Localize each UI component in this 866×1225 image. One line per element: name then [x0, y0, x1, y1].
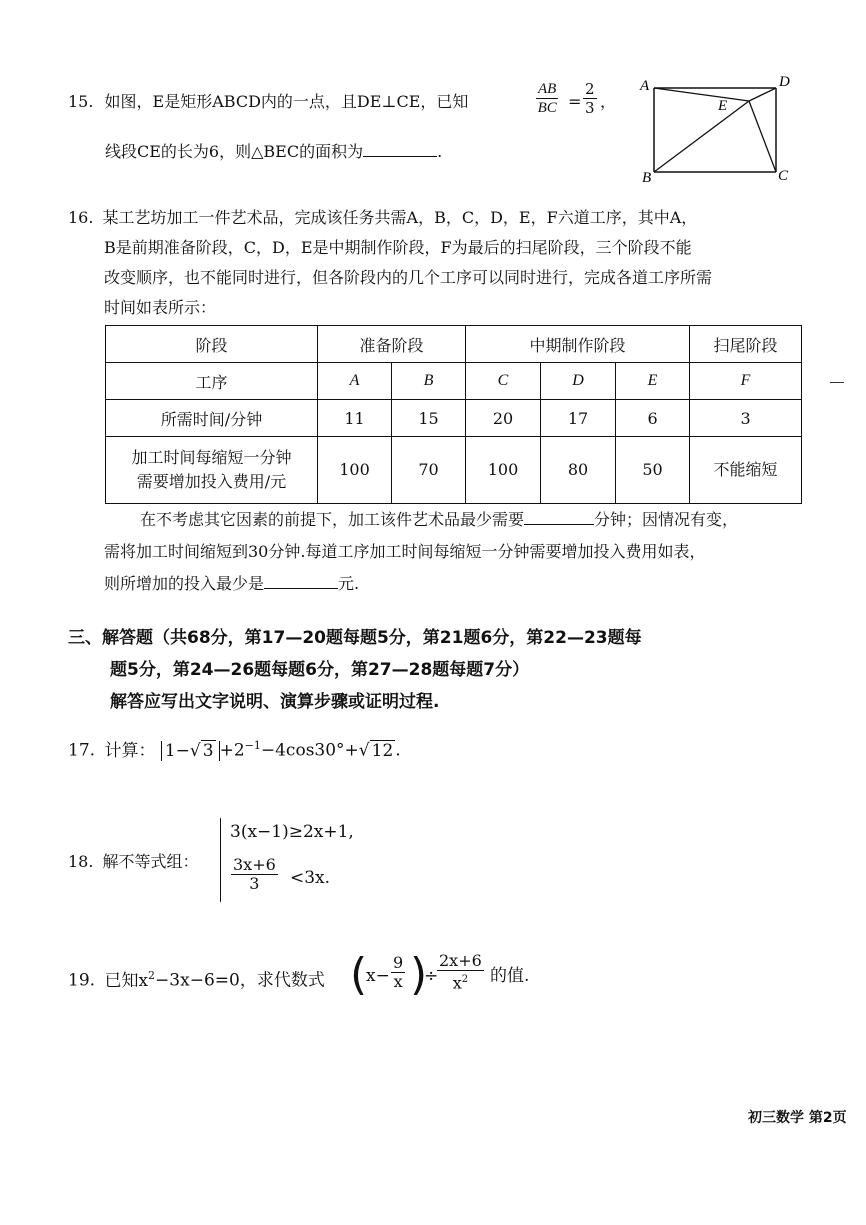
q16-follow-1 [140, 510, 738, 530]
cost-cell: 100 [466, 437, 541, 504]
q15-ratio-den: BC [537, 100, 557, 116]
q18-fraction [231, 856, 278, 893]
q19-line [68, 966, 325, 991]
q15-equals: = [568, 92, 582, 111]
q16-line1 [68, 208, 697, 228]
process-cell: A [318, 363, 392, 400]
q18-system-brace [220, 818, 221, 902]
q16-stage-table [105, 325, 802, 504]
q19-pre: 已知x [104, 970, 149, 991]
q19-equation: −3x−6=0，求代数式 [155, 970, 325, 991]
q15-text-2: 线段CE的长为6，则△BEC的面积为 [105, 142, 364, 161]
q15-line1 [68, 92, 468, 112]
q16-follow-1-end: 分钟；因情况有变， [594, 510, 739, 529]
q19-x-minus: x− [366, 966, 390, 986]
vertex-label-e: E [718, 98, 728, 114]
edge-mark [830, 382, 844, 383]
vertex-label-b: B [642, 170, 652, 186]
process-cell: F [690, 363, 802, 400]
q16-follow-1-text: 在不考虑其它因素的前提下，加工该件艺术品最少需要 [140, 510, 525, 529]
q16-para-2: B是前期准备阶段，C，D，E是中期制作阶段，F为最后的扫尾阶段，三个阶段不能 [104, 238, 692, 257]
page-footer: 初三数学 第2页 [748, 1110, 847, 1126]
q17-sqrt-12: 12 [371, 740, 394, 761]
q18-inequality-2-rest: <3x. [290, 868, 331, 888]
q16-number: 16. [68, 208, 94, 227]
process-cell: C [466, 363, 541, 400]
q18-frac-num: 3x+6 [233, 855, 276, 874]
row-label-cost [106, 437, 318, 504]
process-cell: E [616, 363, 690, 400]
q19-f2-num: 2x+6 [439, 951, 482, 970]
time-cell: 11 [318, 400, 392, 437]
process-cell: D [541, 363, 616, 400]
q17-exponent: −1 [244, 739, 261, 752]
q15-rectangle-figure [636, 68, 796, 188]
q15-ratio-fraction [536, 80, 558, 117]
q16-follow-3 [104, 574, 359, 594]
q18-label: 解不等式组： [102, 852, 199, 871]
cost-cell: 50 [616, 437, 690, 504]
q19-number: 19. [68, 970, 96, 991]
q16-answer-blank-2[interactable] [264, 574, 338, 589]
table-row-cost [106, 437, 802, 504]
q17-sqrt-3: 3 [202, 740, 214, 761]
q19-left-paren: ( [350, 949, 368, 1000]
q19-f2-den [437, 971, 484, 992]
section3-instruction: 解答应写出文字说明、演算步骤或证明过程. [110, 692, 440, 712]
q19-fraction-1 [391, 954, 405, 991]
q15-line2 [105, 142, 442, 162]
q19-f1-den: x [393, 972, 403, 991]
q17-term-3: −4cos30°+ [260, 740, 359, 761]
q17-term-2: +2 [219, 740, 245, 761]
q17-label: 计算： [104, 740, 156, 761]
q15-text-1: 如图，E是矩形ABCD内的一点，且DE⊥CE，已知 [104, 92, 469, 111]
q16-para-1: 某工艺坊加工一件艺术品，完成该任务共需A，B，C，D，E，F六道工序，其中A， [102, 208, 698, 227]
q16-para-3: 改变顺序，也不能同时进行，但各阶段内的几个工序可以同时进行，完成各道工序所需 [104, 268, 713, 287]
q18-frac-den: 3 [249, 874, 260, 893]
q15-answer-blank[interactable] [363, 142, 437, 157]
q16-follow-2: 需将加工时间缩短到30分钟.每道工序加工时间每缩短一分钟需要增加投入费用如表， [104, 542, 706, 561]
q19-post: 的值. [490, 966, 530, 986]
q19-fraction-2 [437, 952, 484, 992]
vertex-label-a: A [640, 78, 650, 94]
q15-ratio-num: AB [538, 81, 557, 97]
row-label-process: 工序 [106, 363, 318, 400]
row-label-cost-line2: 需要增加投入费用/元 [136, 472, 287, 491]
q15-value-den: 3 [585, 99, 595, 117]
q19-f1-num: 9 [393, 953, 404, 972]
header-stage: 阶段 [106, 326, 318, 363]
q17-number: 17. [68, 740, 96, 761]
q19-f2-den-base: x [452, 973, 462, 993]
table-header-row [106, 326, 802, 363]
header-mid-stage: 中期制作阶段 [466, 326, 690, 363]
q15-value-num: 2 [585, 80, 595, 98]
q17-abs-part: 1− [164, 740, 190, 761]
q15-value-fraction [583, 80, 597, 117]
q18-number: 18. [68, 852, 94, 871]
q15-comma: ， [600, 92, 617, 111]
q19-divide: ÷ [424, 966, 439, 986]
time-cell: 20 [466, 400, 541, 437]
q19-f2-den-sq: 2 [461, 974, 469, 985]
cost-cell: 不能缩短 [690, 437, 802, 504]
vertex-label-d: D [779, 74, 790, 90]
cost-cell: 70 [392, 437, 466, 504]
q15-number: 15. [68, 92, 94, 111]
q17-abs-value: 1−√ 3 [161, 741, 220, 761]
cost-cell: 100 [318, 437, 392, 504]
q16-para-4: 时间如表所示： [104, 298, 217, 317]
vertex-label-c: C [778, 168, 789, 184]
table-row-time [106, 400, 802, 437]
q17-period: . [395, 740, 401, 761]
time-cell: 6 [616, 400, 690, 437]
q16-follow-3-end: 元. [338, 574, 360, 593]
q15-period: . [437, 142, 443, 161]
table-row-process [106, 363, 802, 400]
q18-inequality-1: 3(x−1)≥2x+1, [230, 822, 354, 842]
q19-right-paren: ) [410, 949, 428, 1000]
cost-cell: 80 [541, 437, 616, 504]
section3-heading-line2: 题5分，第24—26题每题6分，第27—28题每题7分） [110, 660, 530, 680]
header-final-stage: 扫尾阶段 [690, 326, 802, 363]
q16-follow-3-text: 则所增加的投入最少是 [104, 574, 265, 593]
header-prep-stage: 准备阶段 [318, 326, 466, 363]
row-label-time: 所需时间/分钟 [106, 400, 318, 437]
time-cell: 17 [541, 400, 616, 437]
time-cell: 15 [392, 400, 466, 437]
process-cell: B [392, 363, 466, 400]
q19-square: 2 [148, 969, 156, 982]
time-cell: 3 [690, 400, 802, 437]
section3-heading-line1: 三、解答题（共68分，第17—20题每题5分，第21题6分，第22—23题每 [68, 628, 642, 648]
row-label-cost-line1: 加工时间每缩短一分钟 [131, 448, 292, 467]
q16-answer-blank-1[interactable] [524, 510, 594, 525]
q17-line: 17. 计算： 1−√ $3 +2^{-1}-4\cos 30^\circ+√$ 12 . [68, 739, 401, 761]
q18-line [68, 852, 199, 872]
